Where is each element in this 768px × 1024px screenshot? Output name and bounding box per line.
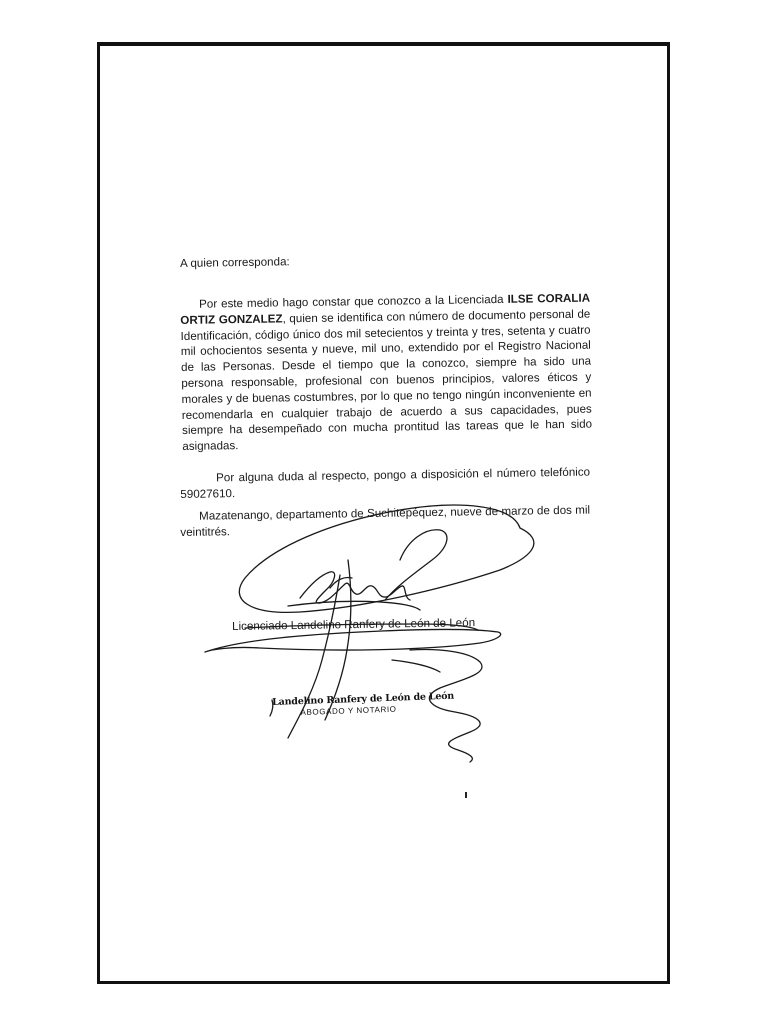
body-paragraph-2: Por alguna duda al respecto, pongo a disposición el número telefónico 59027610. [180,465,591,501]
paragraph-1-intro: Por este medio hago constar que conozco a la Licenciada [199,292,508,311]
body-paragraph-1 [180,291,592,455]
ink-mark [465,792,467,798]
recommended-person-name: ILSE CORALIA ORTIZ GONZALEZ [180,291,591,327]
paragraph-1-body: , quien se identifica con número de documento personal de Identificación, código único dos mil setecientos y treinta y tres, setenta y cuatro mil ochocientos sesenta y nueve, mil uno, extendido por el Registro Nacional de las Personas. Desde el tiempo que la conozco, siempre ha sido una persona responsable, profesional con buenos principios, valores éticos y morales y de buenas costumbres, por lo que no tengo ningún inconveniente en recomendarla en cualquier trabajo de acuerdo a sus capacidades, pues siempre ha desempeñado con mucha prontitud las tareas que le han sido asignadas. [180,307,593,454]
stamp-name: Landelino Ranfery de León de León [272,690,455,708]
place-and-date: Mazatenango, departamento de Suchitepéquez, nueve de marzo de dos mil veintitrés. [180,503,591,539]
salutation: A quien corresponda: [180,255,290,270]
stamp-title: ABOGADO Y NOTARIO [300,704,397,718]
signer-name: Licenciado Landelino Ranfery de León de León [232,616,476,633]
